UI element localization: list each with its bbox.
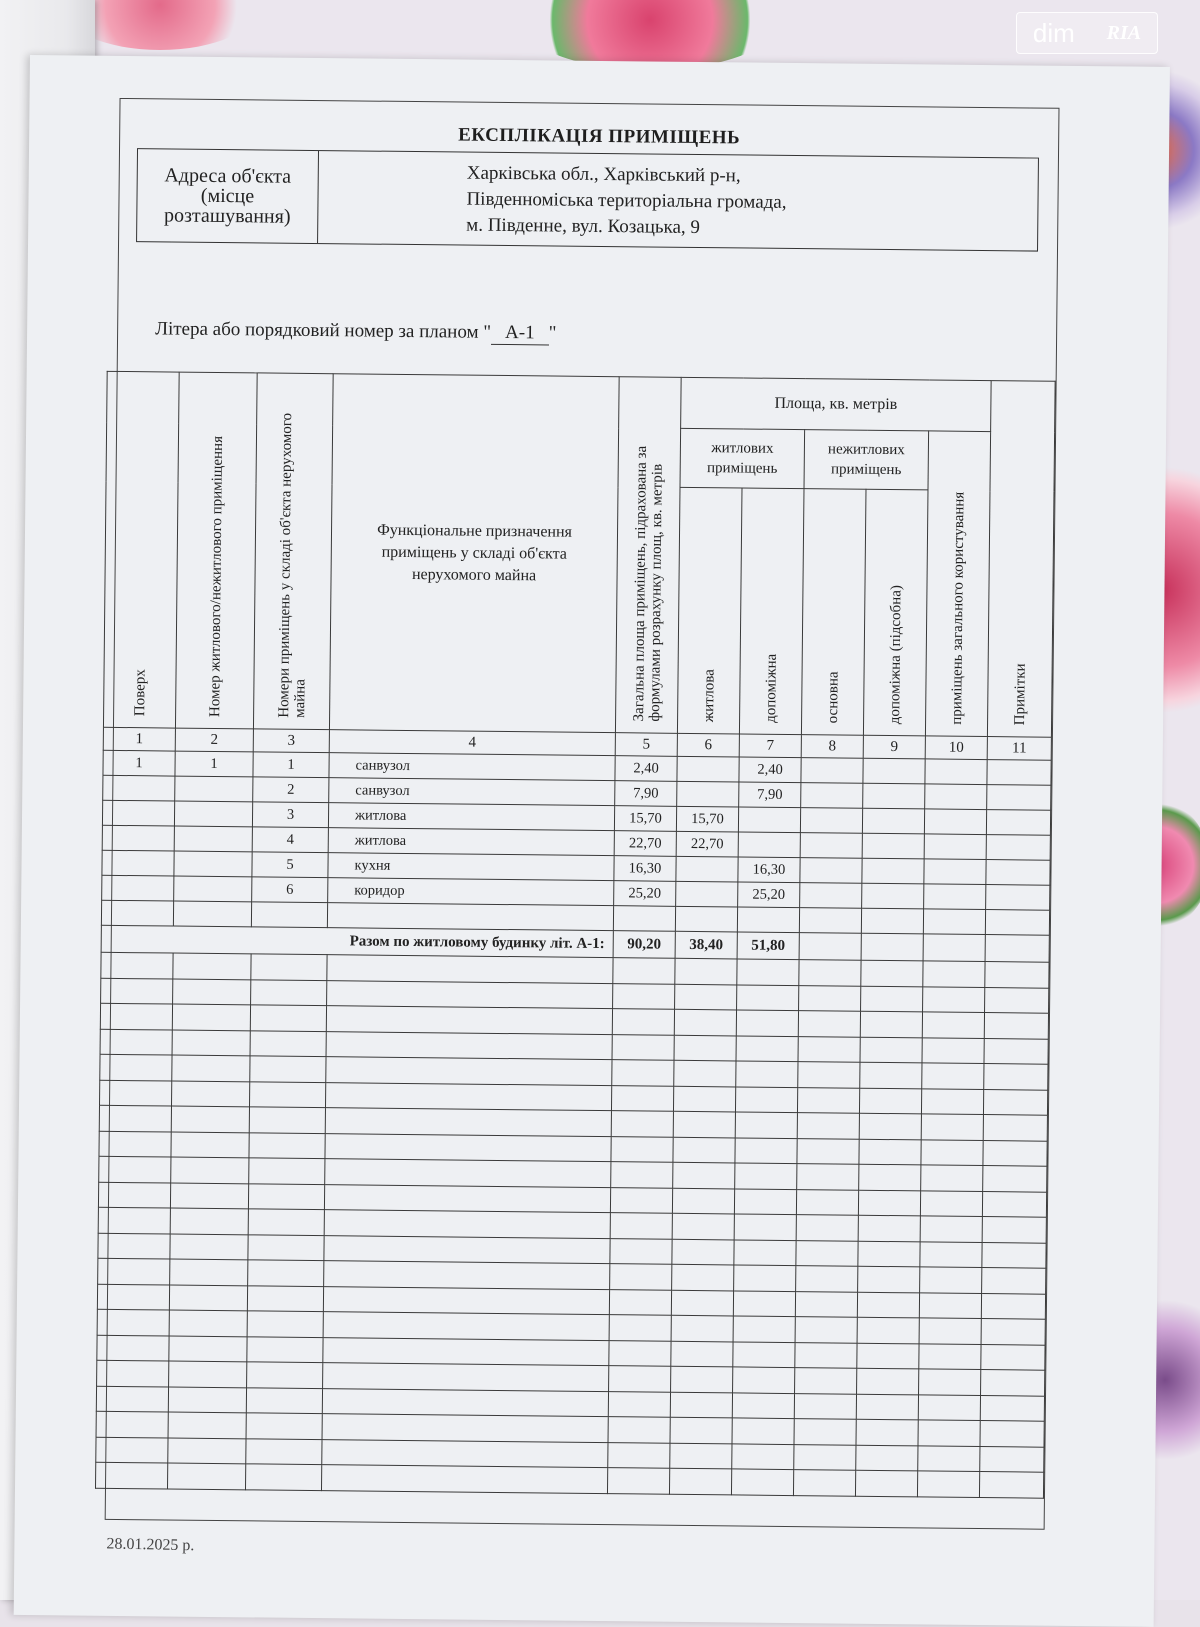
litera-close-quote: ": [548, 322, 557, 344]
header-nonliving-aux: допоміжна (підсобна): [863, 489, 928, 736]
header-nonliving-main: основна: [801, 489, 866, 736]
cell-floor: [102, 800, 174, 826]
watermark-site: dim: [1032, 17, 1075, 48]
header-function: Функціональне призначення приміщень у складі об'єкта нерухомого майна: [329, 374, 619, 733]
cell-aux: [738, 807, 800, 833]
cell-living: [677, 781, 739, 807]
cell-function: кухня: [328, 853, 614, 881]
cell-function: житлова: [328, 803, 614, 831]
cell-aux: 2,40: [739, 757, 801, 783]
flower-decoration: [520, 0, 780, 70]
header-row: [107, 371, 1056, 432]
header-living-group: житлових приміщень: [680, 428, 805, 488]
explication-table: [95, 371, 1056, 1498]
cell-living: 15,70: [676, 806, 738, 832]
column-number: 5: [615, 733, 677, 757]
header-room-number: Номери приміщень у складі об'єкта нерухомого майна: [253, 373, 333, 730]
watermark-ria: RIA: [1106, 21, 1142, 44]
litera-line: [155, 318, 557, 345]
cell-function: санвузол: [329, 753, 615, 781]
total-living-value: 38,40: [675, 931, 737, 959]
address-box: [136, 148, 1039, 251]
litera-value: А-1: [491, 322, 549, 346]
cell-floor: [102, 825, 174, 851]
address-line: Харківська обл., Харківський р-н,: [466, 162, 741, 187]
address-value: [318, 151, 1038, 251]
total-label: Разом по житловому будинку літ. А-1:: [101, 925, 613, 957]
cell-function: житлова: [328, 828, 614, 856]
cell-total: 22,70: [614, 831, 676, 857]
cell-unit: [174, 851, 252, 877]
cell-living: [676, 881, 738, 907]
cell-total: 25,20: [614, 881, 676, 907]
document-sheet: [14, 55, 1170, 1627]
cell-unit: [174, 826, 252, 852]
column-number: 7: [739, 734, 801, 758]
column-number: 3: [253, 729, 329, 753]
address-label-line: розташування): [163, 204, 291, 228]
cell-total: 2,40: [615, 756, 677, 782]
header-total-area: Загальна площа приміщень, підрахована за формулами розрахунку площ, кв. метрів: [615, 377, 681, 734]
cell-unit: [175, 776, 253, 802]
cell-aux: 7,90: [739, 782, 801, 808]
empty-rows: [95, 952, 1049, 1497]
cell-floor: [103, 775, 175, 801]
cell-floor: [102, 850, 174, 876]
cell-room: 2: [253, 777, 329, 803]
cell-function: коридор: [328, 878, 614, 906]
cell-room: 5: [252, 852, 328, 878]
cell-total: 16,30: [614, 856, 676, 882]
cell-floor: [102, 875, 174, 901]
cell-aux: 16,30: [738, 857, 800, 883]
header-living-main: житлова: [677, 487, 742, 734]
column-number: 9: [863, 735, 925, 759]
column-number: 2: [175, 728, 253, 752]
watermark-logo: [1016, 12, 1158, 54]
header-nonliving-group: нежитлових приміщень: [804, 430, 929, 490]
cell-unit: 1: [175, 751, 253, 777]
header-notes: Примітки: [987, 381, 1055, 738]
address-label-line: (місце: [200, 184, 255, 208]
column-number: 4: [329, 730, 615, 756]
litera-label: Літера або порядковий номер за планом ": [155, 318, 492, 343]
address-line: м. Південне, вул. Козацька, 9: [466, 214, 701, 239]
cell-floor: 1: [103, 750, 175, 776]
header-unit-number: Номер житлового/нежитлового приміщення: [175, 372, 257, 729]
document-title: ЕКСПЛІКАЦІЯ ПРИМІЩЕНЬ: [458, 124, 741, 149]
cell-total: 7,90: [615, 781, 677, 807]
total-aux-value: 51,80: [737, 932, 799, 960]
cell-living: [676, 856, 738, 882]
cell-room: 1: [253, 752, 329, 778]
cell-total: 15,70: [614, 806, 676, 832]
header-area-group: Площа, кв. метрів: [681, 377, 992, 431]
cell-room: 6: [252, 877, 328, 903]
column-number: 8: [801, 735, 863, 759]
cell-living: 22,70: [676, 831, 738, 857]
column-number: 11: [987, 737, 1051, 761]
header-living-aux: допоміжна: [739, 488, 804, 735]
cell-living: [677, 756, 739, 782]
cell-room: 4: [252, 827, 328, 853]
cell-aux: [738, 832, 800, 858]
document-date: 28.01.2025 р.: [106, 1535, 195, 1555]
address-line: Південноміська територіальна громада,: [466, 188, 787, 213]
total-area-value: 90,20: [613, 931, 675, 959]
cell-aux: 25,20: [738, 882, 800, 908]
column-number: 1: [103, 727, 175, 751]
address-label: [137, 149, 319, 243]
column-number: 10: [925, 736, 987, 760]
column-number: 6: [677, 733, 739, 757]
header-floor: Поверх: [103, 371, 179, 728]
header-common-use: приміщень загального користування: [925, 431, 990, 737]
cell-unit: [174, 801, 252, 827]
cell-function: санвузол: [329, 778, 615, 806]
cell-room: 3: [252, 802, 328, 828]
address-label-line: Адреса об'єкта: [164, 164, 292, 188]
cell-unit: [174, 876, 252, 902]
